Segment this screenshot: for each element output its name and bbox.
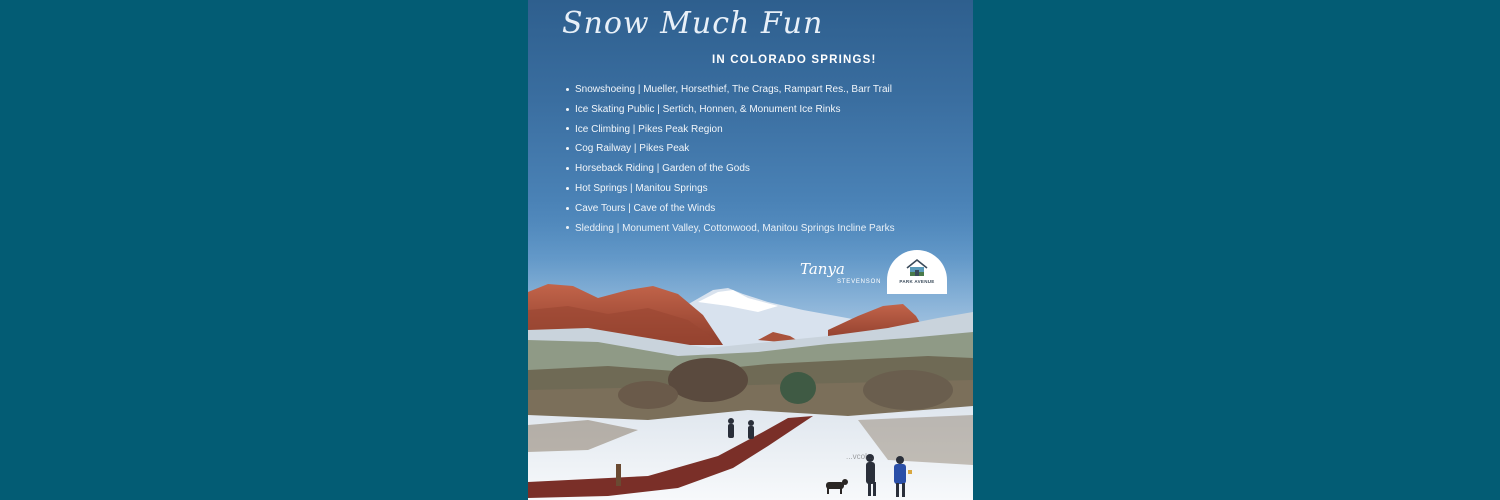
bullet-icon	[566, 108, 569, 111]
bullet-icon	[566, 167, 569, 170]
activity-label: Cave Tours | Cave of the Winds	[575, 202, 716, 214]
list-item	[566, 142, 895, 162]
bullet-icon	[566, 147, 569, 150]
house-icon	[905, 258, 929, 278]
list-item	[566, 103, 895, 123]
poster-title: Snow Much Fun	[562, 6, 824, 41]
list-item	[566, 202, 895, 222]
activity-label: Cog Railway | Pikes Peak	[575, 143, 690, 155]
bullet-icon	[566, 187, 569, 190]
logo-text: PARK AVENUE	[899, 279, 935, 284]
signature-surname: STEVENSON	[837, 279, 882, 285]
watermark-text: ...vcol...	[846, 452, 874, 461]
activity-label: Horseback Riding | Garden of the Gods	[575, 163, 750, 175]
list-item	[566, 182, 895, 202]
list-item	[566, 162, 895, 182]
poster	[528, 0, 973, 500]
bullet-icon	[566, 88, 569, 91]
list-item	[566, 123, 895, 143]
activity-label: Snowshoeing | Mueller, Horsethief, The Crags, Rampart Res., Barr Trail	[575, 84, 892, 95]
activity-label: Ice Skating Public | Sertich, Honnen, & Monument Ice Rinks	[575, 103, 841, 115]
activity-label: Ice Climbing | Pikes Peak Region	[575, 123, 723, 135]
bullet-icon	[566, 207, 569, 210]
bullet-icon	[566, 127, 569, 130]
activity-list	[566, 83, 895, 241]
signature-name: Tanya	[800, 260, 845, 278]
poster-subtitle: IN COLORADO SPRINGS!	[712, 54, 877, 66]
activity-label: Hot Springs | Manitou Springs	[575, 182, 708, 194]
list-item	[566, 83, 895, 103]
